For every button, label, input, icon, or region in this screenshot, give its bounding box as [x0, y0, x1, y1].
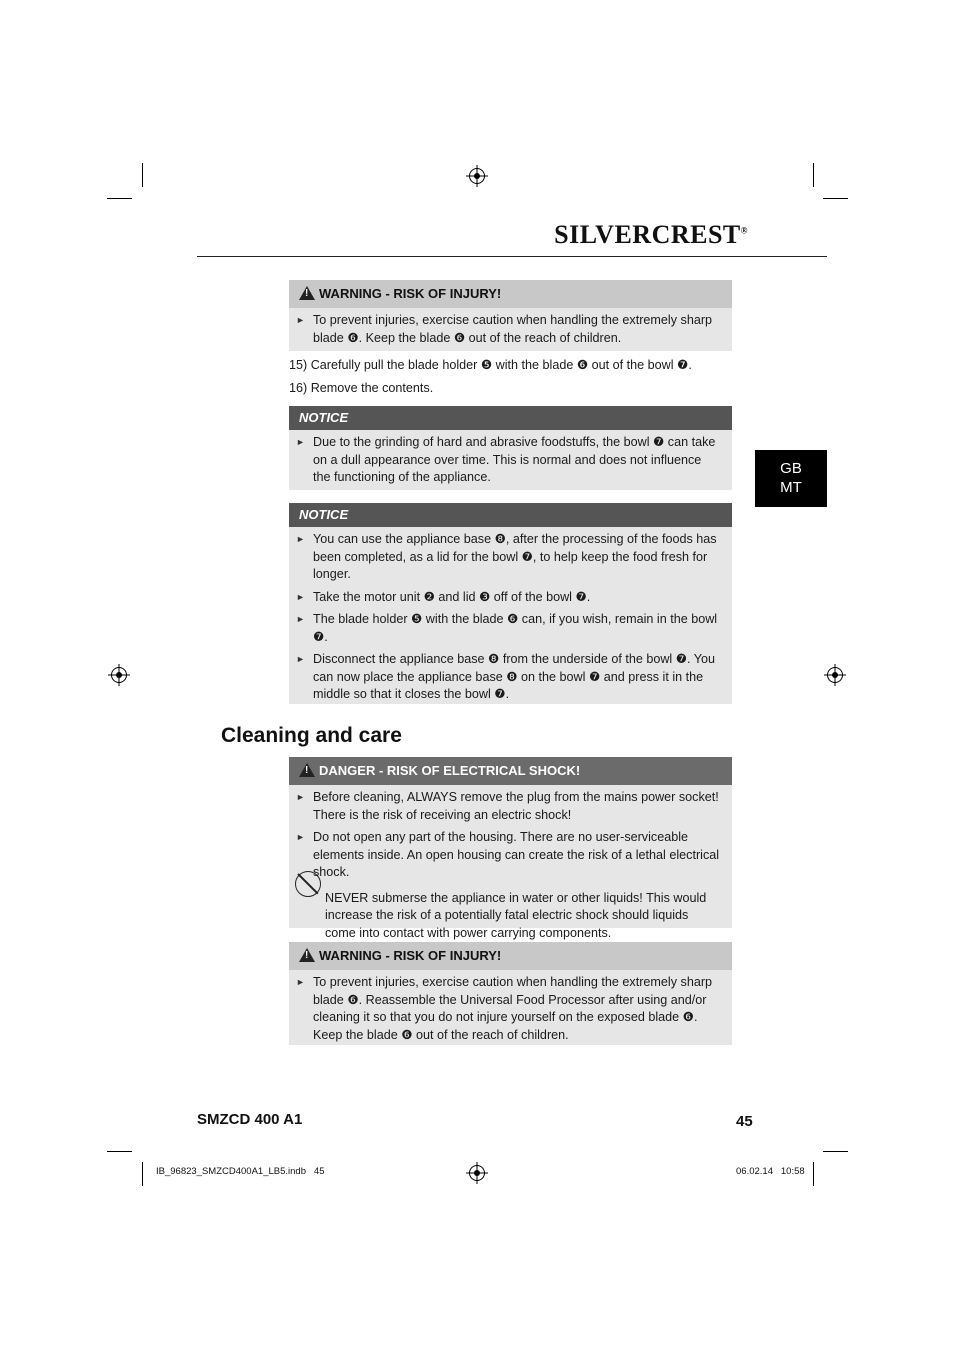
- icon-note: NEVER submerse the appliance in water or other liquids! This would increase the risk of a potentially fatal electric shock should liquids come into contact with power carrying components.: [325, 890, 707, 940]
- list-item: ► Due to the grinding of hard and abrasive foodstuffs, the bowl ❼ can take on a dull appearance over time. This is normal and does not influence the functioning of the appliance.: [313, 434, 722, 487]
- list-item: ► The blade holder ❺ with the blade ❻ can, if you wish, remain in the bowl ❼.: [313, 611, 722, 646]
- crop-mark: [107, 198, 132, 199]
- language-code: MT: [780, 479, 802, 496]
- registration-mark-icon: [469, 168, 485, 184]
- language-tab: [755, 450, 827, 507]
- registration-mark-icon: [111, 667, 127, 683]
- crop-mark: [823, 198, 848, 199]
- step-item: 15) Carefully pull the blade holder ❺ with the blade ❻ out of the bowl ❼.: [289, 358, 692, 372]
- list-item: ► Take the motor unit ❷ and lid ❸ off of the bowl ❼.: [313, 589, 722, 607]
- slug-file: IB_96823_SMZCD400A1_LB5.indb 45: [156, 1166, 325, 1177]
- no-immersion-icon: [295, 871, 321, 897]
- danger-header: !DANGER - RISK OF ELECTRICAL SHOCK!: [289, 757, 732, 785]
- section-title: Cleaning and care: [221, 724, 402, 747]
- notice-box: [289, 406, 732, 490]
- crop-mark: [107, 1151, 132, 1152]
- warning-triangle-icon: [299, 948, 315, 962]
- list-item: ► Before cleaning, ALWAYS remove the plug from the mains power socket! There is the risk of receiving an electric shock!: [313, 789, 722, 824]
- page-number: 45: [736, 1113, 753, 1130]
- registration-mark-icon: [827, 667, 843, 683]
- registration-mark-icon: [469, 1165, 485, 1181]
- header-rule: [197, 256, 827, 257]
- crop-mark: [813, 163, 814, 187]
- list-item: ► You can use the appliance base ❽, after the processing of the foods has been completed, as a lid for the bowl ❼, to help keep the food fresh for longer.: [313, 531, 722, 584]
- warning-box: [289, 280, 732, 351]
- notice-header: NOTICE: [289, 406, 732, 430]
- list-item: ► To prevent injuries, exercise caution when handling the extremely sharp blade ❻. Keep the blade ❻ out of the reach of children.: [313, 312, 722, 347]
- notice-box: [289, 503, 732, 704]
- list-item: ► To prevent injuries, exercise caution when handling the extremely sharp blade ❻. Reassemble the Universal Food Processor after using and/or cleaning it so that you do not injure yourself on the exposed blade ❻. Keep the blade ❻ out of the reach of children.: [313, 974, 722, 1044]
- crop-mark: [142, 163, 143, 187]
- step-item: 16) Remove the contents.: [289, 381, 434, 395]
- warning-box: [289, 942, 732, 1045]
- crop-mark: [142, 1162, 143, 1186]
- warning-triangle-icon: [299, 763, 315, 777]
- crop-mark: [813, 1162, 814, 1186]
- warning-header: !WARNING - RISK OF INJURY!: [289, 942, 732, 970]
- warning-triangle-icon: [299, 286, 315, 300]
- list-item: ► Do not open any part of the housing. There are no user-serviceable elements inside. An open housing can create the risk of a lethal electrical shock.: [313, 829, 722, 882]
- notice-header: NOTICE: [289, 503, 732, 527]
- list-item: ► Disconnect the appliance base ❽ from the underside of the bowl ❼. You can now place the appliance base ❽ on the bowl ❼ and press it in the middle so that it closes the bowl ❼.: [313, 651, 722, 704]
- warning-header: !WARNING - RISK OF INJURY!: [289, 280, 732, 308]
- danger-box: [289, 757, 732, 940]
- crop-mark: [823, 1151, 848, 1152]
- slug-datetime: 06.02.14 10:58: [736, 1166, 805, 1177]
- footer-model: SMZCD 400 A1: [197, 1111, 303, 1128]
- brand-logo: SILVERCREST®: [554, 220, 748, 249]
- language-code: GB: [780, 460, 802, 477]
